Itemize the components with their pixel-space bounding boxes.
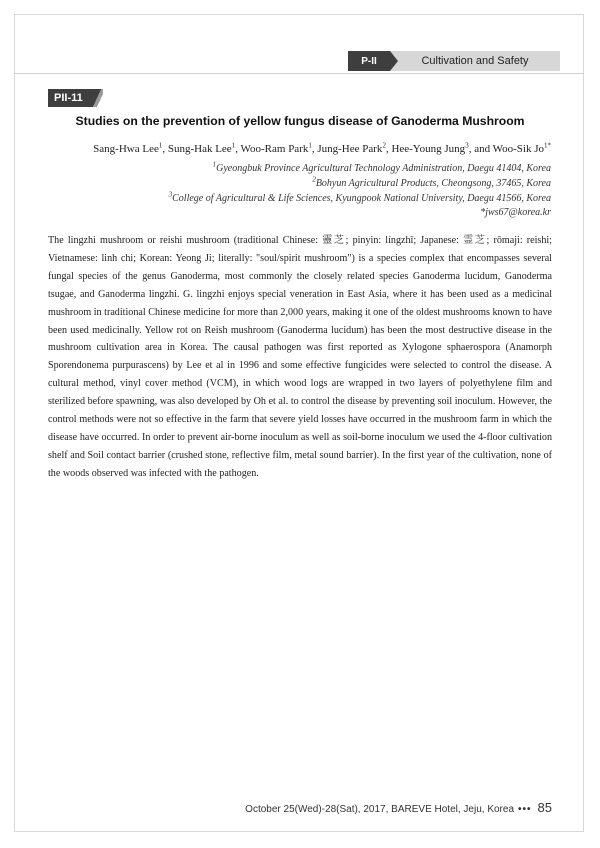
corresponding-email: *jws67@korea.kr [480, 207, 551, 218]
author: Jung-Hee Park$^2$, [317, 141, 392, 155]
author: Sung-Hak Lee$^1$, [167, 141, 241, 155]
author: Hee-Young Jung$^3$, and [391, 141, 493, 155]
affiliation: $^1$Gyeongbuk Province Agricultural Technology Administration, Daegu 41404, Korea [212, 160, 551, 174]
affiliation: $^3$College of Agricultural & Life Sciences, Kyungpook National University, Daegu 41566, Korea [168, 190, 551, 204]
session-code: P-II [348, 51, 390, 71]
poster-badge [48, 88, 93, 106]
poster-code: PII-11 [48, 89, 93, 107]
page-number: 85 [537, 800, 552, 815]
author: Sang-Hwa Lee$^1$, [93, 141, 168, 155]
author: Woo-Sik $Jo^{1*}$ [492, 141, 551, 155]
author-list [93, 143, 551, 155]
footer-dots: ••• [518, 804, 532, 815]
page-footer [245, 800, 552, 815]
session-title: Cultivation and Safety [390, 51, 560, 71]
session-header [348, 51, 560, 71]
paper-title: Studies on the prevention of yellow fungus disease of Ganoderma Mushroom [75, 114, 525, 128]
header-rule [14, 73, 584, 74]
event-info: October 25(Wed)-28(Sat), 2017, BAREVE Hotel, Jeju, Korea [245, 804, 515, 815]
affiliation: $^2$Bohyun Agricultural Products, Cheongsong, 37465, Korea [312, 175, 551, 189]
author: Woo-Ram Park$^1$, [240, 141, 318, 155]
abstract-body: The lingzhi mushroom or reishi mushroom (traditional Chinese: 靈芝; pinyin: língzhī; Japanese: 霊芝; rōmaji: reishi; Vietnamese: linh chi; Korean: Yeong Ji; literally: "soul/spirit mushroom") is a species complex that encompasses several fungal species of the genus Ganoderma, most commonly the closely related species Ganoderma lucidum, Ganoderma tsugae, and Ganoderma lingzhi. G. lingzhi enjoys special veneration in East Asia, where it has been used as a medicinal mushroom in traditional Chinese medicine for more than 2,000 years, making it one of the oldest mushrooms known to have been used medicinally. Yellow rot on Reish mushroom (Ganoderma lucidum) has been the most destructive disease in the mushroom cultivation area in Korea. The causal pathogen was first reported as Xylogone sphaerospora (Anamorph Sporendonema purpurascens) by Lee et al in 1996 and some effective fungicides were selected to control the disease. A cultural method, vinyl cover method (VCM), in which wood logs are wrapped in two layers of polyethylene film and sterilized before spawning, was also developed by Oh et al. to control the disease by preventing soil inoculum. However, the control methods were not so effective in the farm that severe yield losses have occurred in the mushroom farm in which the disease have occurred. In order to prevent air-borne inoculum as well as soil-borne inoculum we used the 4-floor cultivation shelf and Soil contact barrier (crushed stone, reflective film, metal sound barrier). In the first year of the cultivation, none of the woods observed was infected with the pathogen. [48, 235, 552, 479]
